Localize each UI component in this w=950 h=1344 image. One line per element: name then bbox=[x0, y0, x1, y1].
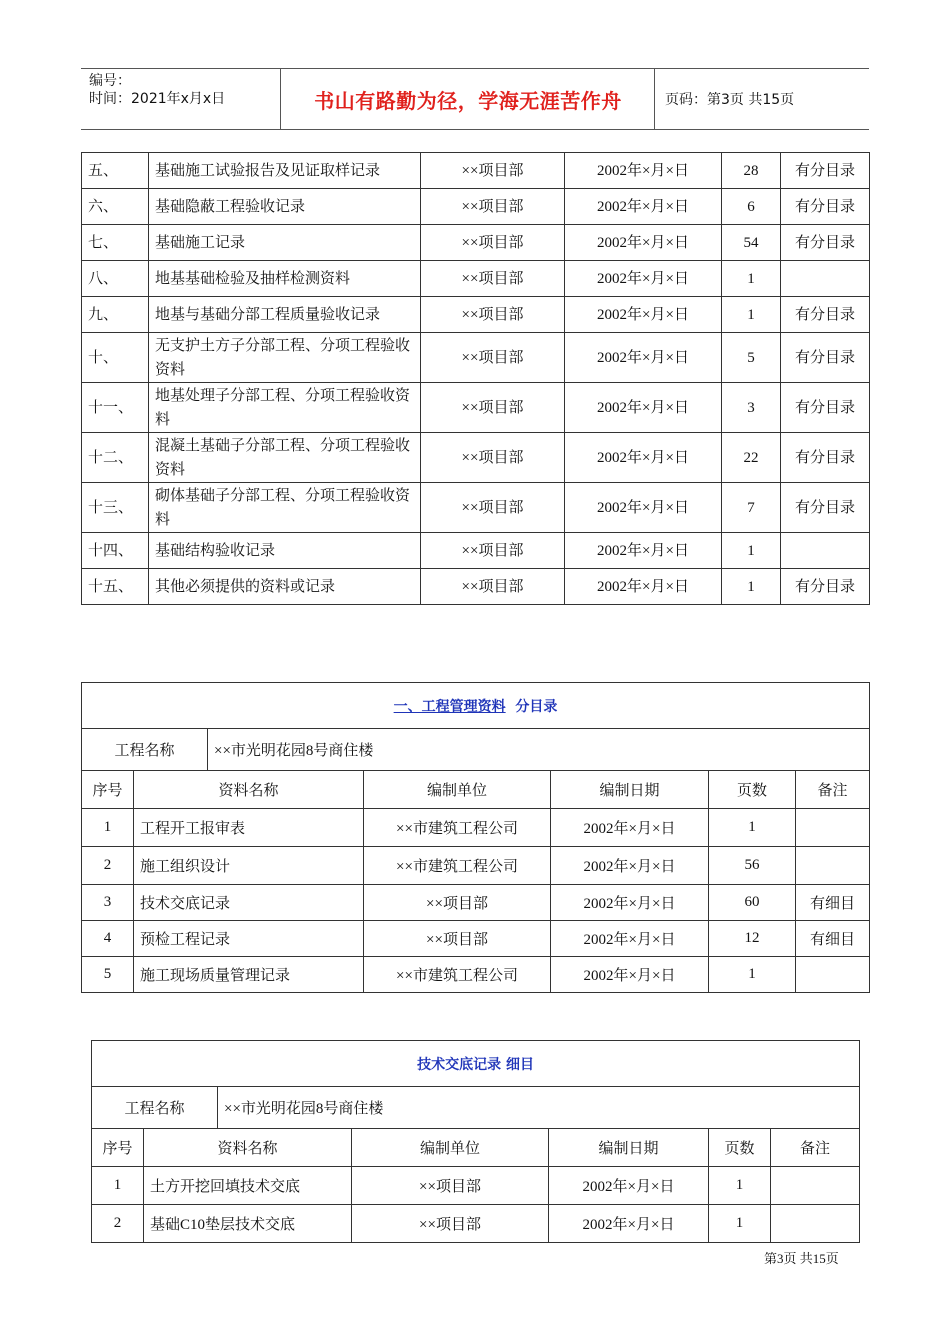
sub-table-title-sub: 分目录 bbox=[515, 698, 558, 715]
row-unit: ××项目部 bbox=[421, 189, 565, 225]
row-unit: ××市建筑工程公司 bbox=[364, 847, 551, 885]
row-number: 3 bbox=[82, 885, 134, 921]
row-date: 2002年×月×日 bbox=[551, 847, 709, 885]
row-name: 基础结构验收记录 bbox=[149, 533, 421, 569]
row-number: 十一、 bbox=[82, 383, 149, 433]
row-name: 地基与基础分部工程质量验收记录 bbox=[149, 297, 421, 333]
project-name-label: 工程名称 bbox=[92, 1087, 218, 1129]
page-footer: 第3页 共15页 bbox=[764, 1251, 839, 1266]
header-motto: 书山有路勤为径，学海无涯苦作舟 bbox=[282, 69, 655, 129]
page-header bbox=[81, 68, 869, 130]
row-name: 地基基础检验及抽样检测资料 bbox=[149, 261, 421, 297]
row-number: 十二、 bbox=[82, 433, 149, 483]
header-meta bbox=[81, 69, 281, 129]
table-row bbox=[92, 1205, 860, 1243]
table-row bbox=[82, 569, 870, 605]
row-note: 有分目录 bbox=[781, 569, 870, 605]
table-row bbox=[82, 809, 870, 847]
row-note bbox=[796, 847, 870, 885]
row-note: 有细目 bbox=[796, 921, 870, 957]
row-pages: 22 bbox=[722, 433, 781, 483]
row-pages: 56 bbox=[709, 847, 796, 885]
sub-table-title bbox=[82, 683, 870, 729]
col-header-note: 备注 bbox=[771, 1129, 860, 1167]
col-header-unit: 编制单位 bbox=[364, 771, 551, 809]
col-header-unit: 编制单位 bbox=[352, 1129, 549, 1167]
row-pages: 28 bbox=[722, 153, 781, 189]
row-pages: 60 bbox=[709, 885, 796, 921]
col-header-name: 资料名称 bbox=[134, 771, 364, 809]
row-number: 2 bbox=[82, 847, 134, 885]
row-pages: 1 bbox=[722, 261, 781, 297]
row-unit: ××市建筑工程公司 bbox=[364, 957, 551, 993]
detail-table-title: 技术交底记录 细目 bbox=[92, 1041, 860, 1087]
row-pages: 1 bbox=[722, 569, 781, 605]
row-number: 十四、 bbox=[82, 533, 149, 569]
row-date: 2002年×月×日 bbox=[551, 885, 709, 921]
row-pages: 1 bbox=[722, 533, 781, 569]
row-pages: 1 bbox=[709, 1167, 771, 1205]
row-unit: ××项目部 bbox=[421, 569, 565, 605]
row-note bbox=[796, 809, 870, 847]
row-date: 2002年×月×日 bbox=[565, 261, 722, 297]
row-unit: ××项目部 bbox=[421, 261, 565, 297]
row-note: 有分目录 bbox=[781, 153, 870, 189]
row-number: 4 bbox=[82, 921, 134, 957]
row-date: 2002年×月×日 bbox=[565, 333, 722, 383]
row-unit: ××项目部 bbox=[364, 885, 551, 921]
row-number: 六、 bbox=[82, 189, 149, 225]
row-name: 技术交底记录 bbox=[134, 885, 364, 921]
table-row bbox=[82, 261, 870, 297]
row-name: 预检工程记录 bbox=[134, 921, 364, 957]
row-note: 有分目录 bbox=[781, 383, 870, 433]
row-date: 2002年×月×日 bbox=[549, 1167, 709, 1205]
row-pages: 1 bbox=[709, 809, 796, 847]
row-pages: 3 bbox=[722, 383, 781, 433]
row-pages: 5 bbox=[722, 333, 781, 383]
main-catalog-table bbox=[81, 152, 870, 605]
row-date: 2002年×月×日 bbox=[565, 153, 722, 189]
row-name: 施工组织设计 bbox=[134, 847, 364, 885]
row-unit: ××项目部 bbox=[421, 533, 565, 569]
row-unit: ××市建筑工程公司 bbox=[364, 809, 551, 847]
table-row bbox=[82, 885, 870, 921]
row-number: 八、 bbox=[82, 261, 149, 297]
row-unit: ××项目部 bbox=[352, 1205, 549, 1243]
row-number: 2 bbox=[92, 1205, 144, 1243]
row-pages: 54 bbox=[722, 225, 781, 261]
row-pages: 12 bbox=[709, 921, 796, 957]
row-date: 2002年×月×日 bbox=[551, 809, 709, 847]
row-number: 1 bbox=[92, 1167, 144, 1205]
row-name: 无支护土方子分部工程、分项工程验收资料 bbox=[149, 333, 421, 383]
row-number: 五、 bbox=[82, 153, 149, 189]
row-unit: ××项目部 bbox=[421, 383, 565, 433]
sub-catalog-table bbox=[81, 682, 870, 993]
row-date: 2002年×月×日 bbox=[565, 533, 722, 569]
col-header-note: 备注 bbox=[796, 771, 870, 809]
row-name: 基础施工记录 bbox=[149, 225, 421, 261]
row-date: 2002年×月×日 bbox=[551, 957, 709, 993]
row-unit: ××项目部 bbox=[421, 433, 565, 483]
row-unit: ××项目部 bbox=[421, 153, 565, 189]
table-row bbox=[82, 921, 870, 957]
row-number: 十五、 bbox=[82, 569, 149, 605]
table-row bbox=[82, 297, 870, 333]
row-note: 有细目 bbox=[796, 885, 870, 921]
row-number: 九、 bbox=[82, 297, 149, 333]
row-date: 2002年×月×日 bbox=[565, 297, 722, 333]
row-number: 十、 bbox=[82, 333, 149, 383]
header-page-label: 页码：第3页 共15页 bbox=[665, 92, 795, 108]
row-pages: 1 bbox=[709, 1205, 771, 1243]
table-row bbox=[82, 483, 870, 533]
row-pages: 7 bbox=[722, 483, 781, 533]
col-header-date: 编制日期 bbox=[551, 771, 709, 809]
row-date: 2002年×月×日 bbox=[551, 921, 709, 957]
doc-date-label: 时间：2021年x月x日 bbox=[89, 91, 226, 107]
project-name-value: ××市光明花园8号商住楼 bbox=[218, 1087, 860, 1129]
table-row bbox=[82, 957, 870, 993]
table-row bbox=[82, 189, 870, 225]
detail-catalog-table bbox=[91, 1040, 860, 1243]
row-note: 有分目录 bbox=[781, 225, 870, 261]
row-note: 有分目录 bbox=[781, 189, 870, 225]
table-row bbox=[82, 225, 870, 261]
row-pages: 6 bbox=[722, 189, 781, 225]
row-number: 5 bbox=[82, 957, 134, 993]
row-name: 混凝土基础子分部工程、分项工程验收资料 bbox=[149, 433, 421, 483]
row-note bbox=[771, 1167, 860, 1205]
row-date: 2002年×月×日 bbox=[565, 189, 722, 225]
row-note: 有分目录 bbox=[781, 483, 870, 533]
row-number: 1 bbox=[82, 809, 134, 847]
row-pages: 1 bbox=[722, 297, 781, 333]
table-row bbox=[82, 153, 870, 189]
project-name-label: 工程名称 bbox=[82, 729, 208, 771]
row-date: 2002年×月×日 bbox=[565, 433, 722, 483]
col-header-no: 序号 bbox=[82, 771, 134, 809]
row-note bbox=[771, 1205, 860, 1243]
row-note: 有分目录 bbox=[781, 297, 870, 333]
row-note bbox=[781, 261, 870, 297]
col-header-no: 序号 bbox=[92, 1129, 144, 1167]
sub-table-title-main: 一、工程管理资料 bbox=[393, 698, 506, 715]
row-name: 工程开工报审表 bbox=[134, 809, 364, 847]
col-header-date: 编制日期 bbox=[549, 1129, 709, 1167]
table-row bbox=[82, 333, 870, 383]
row-name: 土方开挖回填技术交底 bbox=[144, 1167, 352, 1205]
row-date: 2002年×月×日 bbox=[565, 483, 722, 533]
row-name: 基础隐蔽工程验收记录 bbox=[149, 189, 421, 225]
row-unit: ××项目部 bbox=[364, 921, 551, 957]
row-note: 有分目录 bbox=[781, 333, 870, 383]
row-date: 2002年×月×日 bbox=[549, 1205, 709, 1243]
row-date: 2002年×月×日 bbox=[565, 383, 722, 433]
table-row bbox=[82, 533, 870, 569]
row-unit: ××项目部 bbox=[421, 333, 565, 383]
row-name: 施工现场质量管理记录 bbox=[134, 957, 364, 993]
row-number: 七、 bbox=[82, 225, 149, 261]
row-name: 砌体基础子分部工程、分项工程验收资料 bbox=[149, 483, 421, 533]
table-row bbox=[92, 1167, 860, 1205]
row-note: 有分目录 bbox=[781, 433, 870, 483]
col-header-name: 资料名称 bbox=[144, 1129, 352, 1167]
project-name-value: ××市光明花园8号商住楼 bbox=[208, 729, 870, 771]
row-note bbox=[781, 533, 870, 569]
row-name: 基础施工试验报告及见证取样记录 bbox=[149, 153, 421, 189]
table-row bbox=[82, 433, 870, 483]
doc-number-label: 编号： bbox=[89, 73, 131, 89]
table-row bbox=[82, 847, 870, 885]
row-pages: 1 bbox=[709, 957, 796, 993]
row-note bbox=[796, 957, 870, 993]
row-number: 十三、 bbox=[82, 483, 149, 533]
col-header-pages: 页数 bbox=[709, 1129, 771, 1167]
row-unit: ××项目部 bbox=[421, 483, 565, 533]
col-header-pages: 页数 bbox=[709, 771, 796, 809]
table-row bbox=[82, 383, 870, 433]
row-name: 基础C10垫层技术交底 bbox=[144, 1205, 352, 1243]
row-name: 其他必须提供的资料或记录 bbox=[149, 569, 421, 605]
row-unit: ××项目部 bbox=[421, 297, 565, 333]
row-unit: ××项目部 bbox=[421, 225, 565, 261]
row-unit: ××项目部 bbox=[352, 1167, 549, 1205]
row-date: 2002年×月×日 bbox=[565, 569, 722, 605]
row-date: 2002年×月×日 bbox=[565, 225, 722, 261]
row-name: 地基处理子分部工程、分项工程验收资料 bbox=[149, 383, 421, 433]
